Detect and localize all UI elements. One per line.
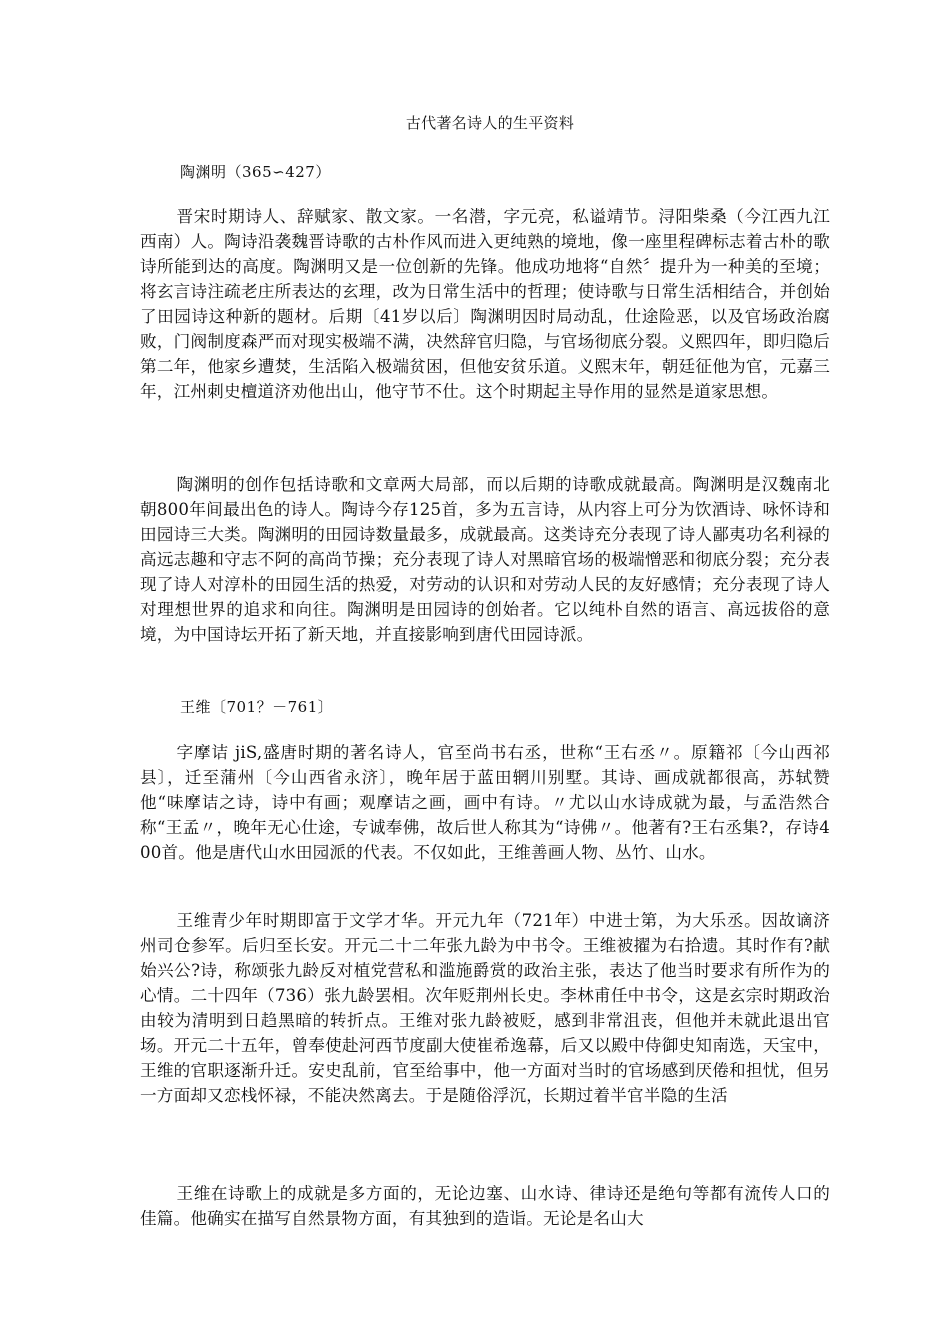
section-heading-wang-wei: 王维〔701？－761〕 [180,698,334,716]
paragraph-tao-works: 陶渊明的创作包括诗歌和文章两大局部，而以后期的诗歌成就最高。陶渊明是汉魏南北朝800年间最出色的诗人。陶诗今存125首，多为五言诗，从内容上可分为饮酒诗、咏怀诗和田园诗三大类。陶渊明的田园诗数量最多，成就最高。这类诗充分表现了诗人鄙夷功名利禄的高远志趣和守志不阿的高尚节操；充分表现了诗人对黑暗官场的极端憎恶和彻底分裂；充分表现了诗人对淳朴的田园生活的热爱，对劳动的认识和对劳动人民的友好感情；充分表现了诗人对理想世界的追求和向往。陶渊明是田园诗的创始者。它以纯朴自然的语言、高远拔俗的意境，为中国诗坛开拓了新天地，并直接影响到唐代田园诗派。 [140,475,830,644]
document-title: 古代著名诗人的生平资料 [405,114,575,132]
paragraph-wang-career: 王维青少年时期即富于文学才华。开元九年（721年）中进士第，为大乐丞。因故谪济州司仓参军。后归至长安。开元二十二年张九龄为中书令。王维被擢为右拾遗。其时作有?献始兴公?诗，称颂张九龄反对植党营私和滥施爵赏的政治主张，表达了他当时要求有所作为的心情。二十四年（736）张九龄罢相。次年贬荆州长史。李林甫任中书令，这是玄宗时期政治由较为清明到日趋黑暗的转折点。王维对张九龄被贬，感到非常沮丧，但他并未就此退出官场。开元二十五年，曾奉使赴河西节度副大使崔希逸幕，后又以殿中侍御史知南选，天宝中，王维的官职逐渐升迁。安史乱前，官至给事中，他一方面对当时的官场感到厌倦和担忧，但另一方面却又恋栈怀禄，不能决然离去。于是随俗浮沉，长期过着半官半隐的生活 [140,911,830,1105]
paragraph-wang-intro: 字摩诘 jiS,盛唐时期的著名诗人，官至尚书右丞，世称“王右丞〃。原籍祁〔今山西祁县〕，迁至蒲州〔今山西省永济〕，晚年居于蓝田辋川别墅。其诗、画成就都很高，苏轼赞他“味摩诘之诗，诗中有画；观摩诘之画，画中有诗。〃尤以山水诗成就为最，与孟浩然合称“王孟〃，晚年无心仕途，专诚奉佛，故后世人称其为“诗佛〃。他著有?王右丞集?，存诗400首。他是唐代山水田园派的代表。不仅如此，王维善画人物、丛竹、山水。 [140,743,830,862]
paragraph-tao-biography: 晋宋时期诗人、辞赋家、散文家。一名潜，字元亮，私谥靖节。浔阳柴桑（今江西九江西南）人。陶诗沿袭魏晋诗歌的古朴作风而进入更纯熟的境地，像一座里程碑标志着古朴的歌诗所能到达的高度。陶渊明又是一位创新的先锋。他成功地将“自然〞提升为一种美的至境；将玄言诗注疏老庄所表达的玄理，改为日常生活中的哲理；使诗歌与日常生活相结合，并创始了田园诗这种新的题材。后期〔41岁以后〕陶渊明因时局动乱，仕途险恶，以及官场政治腐败，门阀制度森严而对现实极端不满，决然辞官归隐，与官场彻底分裂。义熙四年，即归隐后第二年，他家乡遭焚，生活陷入极端贫困，但他安贫乐道。义熙末年，朝廷征他为官，元嘉三年，江州刺史檀道济劝他出山，他守节不仕。这个时期起主导作用的显然是道家思想。 [140,207,830,401]
section-heading-tao-yuanming: 陶渊明（365∽427） [180,163,331,181]
paragraph-wang-achievements: 王维在诗歌上的成就是多方面的，无论边塞、山水诗、律诗还是绝句等都有流传人口的佳篇。他确实在描写自然景物方面，有其独到的造诣。无论是名山大 [140,1184,830,1228]
